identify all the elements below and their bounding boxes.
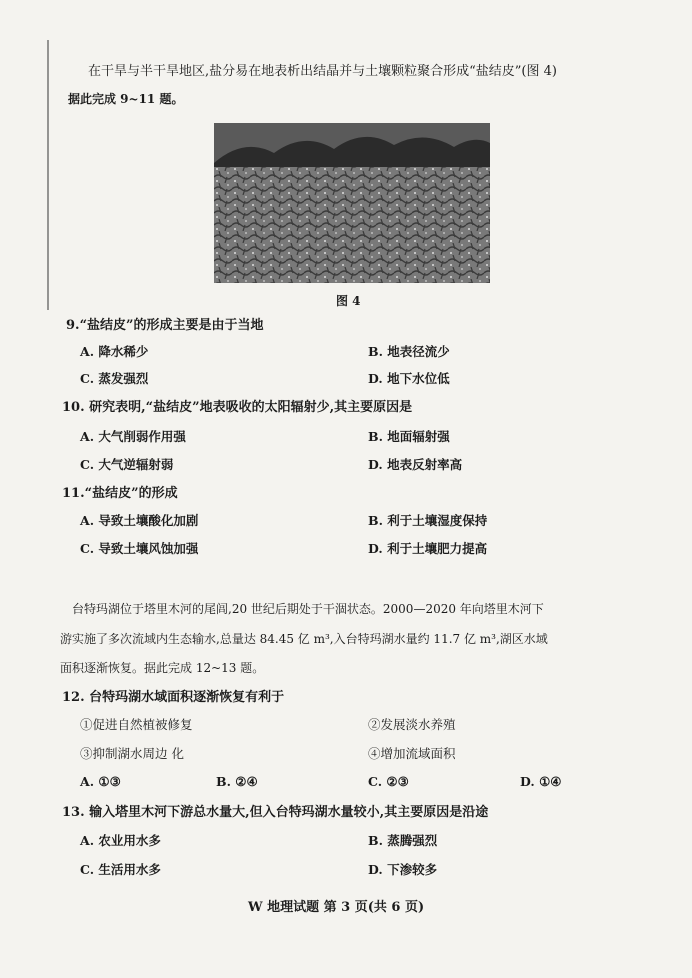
margin-line bbox=[47, 40, 49, 310]
q11-option-c: C. 导致土壤风蚀加强 bbox=[80, 541, 199, 556]
salt-crust-photo bbox=[214, 123, 490, 283]
q12-option-a: A. ①③ bbox=[80, 774, 121, 789]
q12-statement-2: ②发展淡水养殖 bbox=[368, 717, 456, 732]
q12-stem: 12. 台特玛湖水域面积逐渐恢复有利于 bbox=[62, 690, 285, 705]
page-footer: W 地理试题 第 3 页(共 6 页) bbox=[248, 900, 425, 915]
q11-stem: 11.“盐结皮”的形成 bbox=[62, 486, 178, 501]
q9-option-a: A. 降水稀少 bbox=[80, 344, 149, 359]
intro2-line3: 面积逐渐恢复。据此完成 12~13 题。 bbox=[60, 661, 265, 675]
q9-option-d: D. 地下水位低 bbox=[368, 371, 450, 386]
q13-option-b: B. 蒸腾强烈 bbox=[368, 833, 438, 848]
q12-option-b: B. ②④ bbox=[216, 774, 258, 789]
q13-option-d: D. 下渗较多 bbox=[368, 862, 438, 877]
q9-stem: 9.“盐结皮”的形成主要是由于当地 bbox=[66, 318, 264, 333]
q10-option-a: A. 大气削弱作用强 bbox=[80, 429, 186, 444]
q9-option-c: C. 蒸发强烈 bbox=[80, 371, 149, 386]
q13-option-c: C. 生活用水多 bbox=[80, 862, 161, 877]
q11-option-a: A. 导致土壤酸化加剧 bbox=[80, 513, 199, 528]
q12-statement-3: ③抑制湖水周边 化 bbox=[80, 746, 184, 761]
q11-option-b: B. 利于土壤湿度保持 bbox=[368, 513, 488, 528]
q10-option-b: B. 地面辐射强 bbox=[368, 429, 450, 444]
intro1-line2: 据此完成 9~11 题。 bbox=[68, 92, 184, 106]
q12-option-c: C. ②③ bbox=[368, 774, 409, 789]
q13-stem: 13. 输入塔里木河下游总水量大,但入台特玛湖水量较小,其主要原因是沿途 bbox=[62, 805, 489, 820]
q10-option-c: C. 大气逆辐射弱 bbox=[80, 457, 174, 472]
q10-stem: 10. 研究表明,“盐结皮”地表吸收的太阳辐射少,其主要原因是 bbox=[62, 400, 413, 415]
q12-option-d: D. ①④ bbox=[520, 774, 562, 789]
q11-option-d: D. 利于土壤肥力提高 bbox=[368, 541, 488, 556]
q10-option-d: D. 地表反射率高 bbox=[368, 457, 463, 472]
figure-caption: 图 4 bbox=[336, 294, 361, 308]
intro2-line1: 台特玛湖位于塔里木河的尾闾,20 世纪后期处于干涸状态。2000—2020 年向塔里木河下 bbox=[72, 602, 544, 616]
q9-option-b: B. 地表径流少 bbox=[368, 344, 450, 359]
intro1-line1: 在干旱与半干旱地区,盐分易在地表析出结晶并与土壤颗粒聚合形成“盐结皮”(图 4) bbox=[88, 64, 557, 79]
q13-option-a: A. 农业用水多 bbox=[80, 833, 161, 848]
q12-statement-4: ④增加流域面积 bbox=[368, 746, 456, 761]
q12-statement-1: ①促进自然植被修复 bbox=[80, 717, 193, 732]
intro2-line2: 游实施了多次流域内生态输水,总量达 84.45 亿 m³,入台特玛湖水量约 11.7 亿 m³,湖区水域 bbox=[60, 632, 548, 646]
